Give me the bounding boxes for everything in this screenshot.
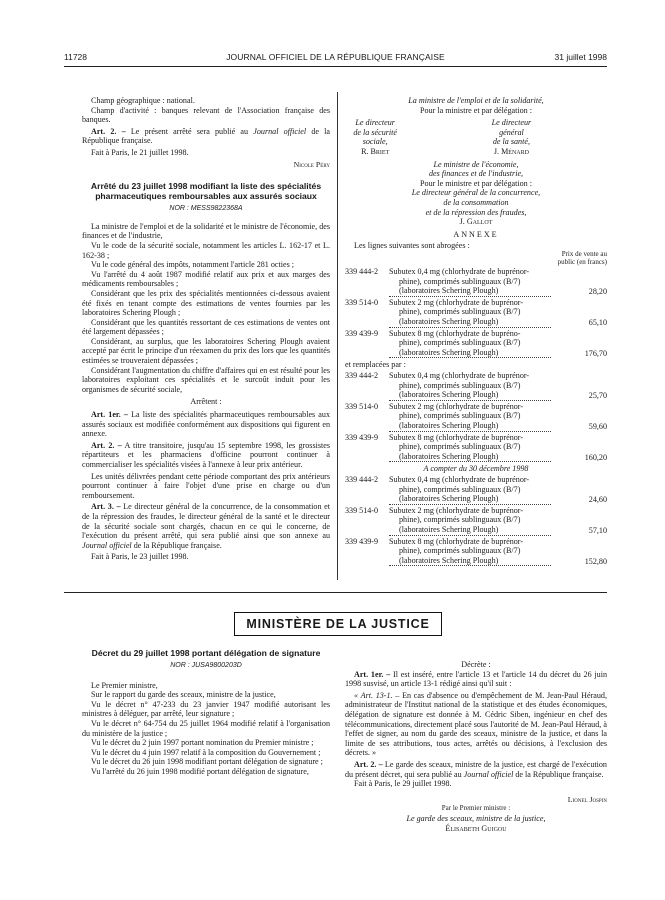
decree-title: Décret du 29 juillet 1998 portant délégation de signature	[91, 648, 321, 658]
product-line: Subutex 8 mg (chlorhydrate de buprénor-	[389, 536, 524, 546]
compter-heading: A compter du 30 décembre 1998	[423, 464, 529, 474]
product-row	[345, 537, 607, 567]
product-line: phine), comprimés sublinguaux (B/7)	[399, 338, 521, 348]
product-line: phine), comprimés sublinguaux (B/7)	[399, 276, 521, 286]
product-code: 339 439-9	[345, 432, 379, 442]
product-description	[389, 371, 555, 401]
product-description	[389, 433, 555, 463]
product-row	[345, 506, 607, 536]
product-line: (laboratoires Schering Plough)	[389, 494, 551, 505]
product-price: 65,10	[588, 318, 607, 328]
signatory-line: et de la répression des fraudes,	[425, 207, 527, 217]
product-price: 160,20	[584, 452, 607, 462]
product-code: 339 444-2	[345, 474, 379, 484]
product-line: Subutex 0,4 mg (chlorhydrate de buprénor-	[389, 371, 530, 381]
paragraph: Le Premier ministre,	[91, 680, 158, 690]
paragraph: Vu le code général des impôts, notamment l'article 281 octies ;	[91, 260, 295, 270]
paragraph: Considérant que les quantités ressortant de ces estimations de ventes ont été largement dépassées ;	[82, 317, 330, 337]
signatory-line: Le ministre de l'économie,	[433, 159, 519, 169]
paragraph: Vu le décret n° 64-754 du 25 juillet 1964 modifié relatif à l'organisation du ministère de la justice ;	[82, 718, 330, 738]
arretent: Arrêtent :	[190, 397, 222, 407]
page-number: 11728	[64, 52, 88, 62]
product-price: 59,60	[588, 422, 607, 431]
product-row	[345, 298, 607, 328]
product-row	[345, 433, 607, 463]
article-13-1: « Art. 13-1. – En cas d'absence ou d'empêchement de M. Jean-Paul Héraud, administrateur de l'Institut national de la statistique et des études économiques, délégation de signature est donnée à M. Cédric Siben, ingénieur en chef des télécommunications, directement placé sous l'autorité de M. Jean-Paul Héraud, à l'effet de signer, au nom du garde des sceaux, ministre de la justice, et dans la limite de ses attributions, tous actes, arrêtés ou décisions, à l'exclusion des décrets. »	[345, 690, 607, 758]
signatory-line: Par le Premier ministre :	[441, 804, 511, 813]
product-line: Subutex 8 mg (chlorhydrate de buprénor-	[389, 432, 524, 442]
product-line: (laboratoires Schering Plough)	[389, 556, 551, 567]
product-line: Subutex 0,4 mg (chlorhydrate de buprénor-	[389, 474, 530, 484]
nor-reference: NOR : JUSA9800203D	[170, 662, 242, 669]
ministry-heading: MINISTÈRE DE LA JUSTICE	[234, 612, 442, 636]
product-line: phine), comprimés sublinguaux (B/7)	[399, 546, 521, 556]
product-line: Subutex 2 mg (chlorhydrate de buprénor-	[389, 505, 524, 515]
product-code: 339 439-9	[345, 536, 379, 546]
product-line: Subutex 2 mg (chlorhydrate de buprénor-	[389, 297, 524, 307]
product-line: (laboratoires Schering Plough)	[389, 348, 551, 359]
product-description	[389, 537, 555, 567]
paragraph: Considérant que les prix des spécialités mentionnées ci-dessous avaient été fixés en tenant compte des estimations de ventes fournies par les laboratoires Schering Plough ;	[82, 288, 330, 318]
product-line: (laboratoires Schering Plough)	[389, 452, 551, 463]
journal-title: JOURNAL OFFICIEL DE LA RÉPUBLIQUE FRANÇAISE	[226, 52, 445, 62]
article-2b: Art. 2. – A titre transitoire, jusqu'au 15 septembre 1998, les grossistes répartiteurs et les pharmaciens d'officine pourront continuer à commercialiser les spécialités visées à l'annexe à leur prix antérieur.	[82, 440, 330, 469]
paragraph: Vu le décret du 4 juin 1997 relatif à la composition du Gouvernement ;	[91, 747, 321, 757]
product-line: Subutex 0,4 mg (chlorhydrate de buprénor-	[389, 267, 530, 277]
signature: J. Gallot	[459, 217, 493, 227]
signatory-line: La ministre de l'emploi et de la solidarité,	[408, 96, 544, 105]
left-column	[82, 96, 330, 562]
product-price: 176,70	[584, 348, 607, 358]
article-3: Art. 3. – Le directeur général de la concurrence, de la consommation et de la répression des fraudes, le directeur général de la santé et le directeur de la sécurité sociale sont chargés, chacun en ce qui le concerne, de l'exécution du présent arrêté, qui sera publié ainsi que son annexe au Journal officiel de la République française.	[82, 502, 330, 550]
product-line: (laboratoires Schering Plough)	[389, 421, 551, 432]
paragraph: Les lignes suivantes sont abrogées :	[354, 241, 470, 251]
signatory-line: de la santé,	[492, 137, 530, 147]
product-row	[345, 475, 607, 505]
paragraph: Champ d'activité : banques relevant de l'Association française des banques.	[82, 105, 330, 125]
product-price: 57,10	[588, 525, 607, 535]
paragraph: Vu le décret n° 47-233 du 23 janvier 1947 modifié autorisant les ministres à déléguer, par arrêté, leur signature ;	[82, 699, 330, 719]
paragraph: La ministre de l'emploi et de la solidarité et le ministre de l'économie, des finances et de l'industrie,	[82, 221, 330, 241]
decrete: Décrète :	[461, 660, 491, 669]
product-description	[389, 475, 555, 505]
paragraph: Vu le décret du 26 juin 1998 modifiant portant délégation de signature ;	[91, 757, 323, 767]
product-row	[345, 371, 607, 401]
product-line: (laboratoires Schering Plough)	[389, 317, 551, 328]
arrete-title: Arrêté du 23 juillet 1998 modifiant la liste des spécialités pharmaceutiques remboursables aux assurés sociaux	[90, 181, 322, 202]
product-price: 24,60	[588, 495, 607, 505]
annexe-group-abrogees	[345, 267, 607, 358]
product-price: 152,80	[584, 556, 607, 566]
paragraph: Champ géographique : national.	[91, 96, 195, 105]
product-description	[389, 506, 555, 536]
product-line: (laboratoires Schering Plough)	[389, 286, 551, 297]
decree-left-column	[82, 648, 330, 777]
signatory-line: Le garde des sceaux, ministre de la justice,	[406, 813, 546, 823]
product-description	[389, 329, 555, 359]
annexe-group-remplacees	[345, 371, 607, 462]
section-rule	[64, 592, 607, 593]
product-line: phine), comprimés sublinguaux (B/7)	[399, 442, 521, 452]
page-header	[64, 50, 607, 66]
paragraph: Considérant l'augmentation du chiffre d'affaires qui en est résulté pour les laboratoires exploitant ces spécialités et le surcoût induit pour les organismes de sécurité sociale,	[82, 365, 330, 394]
product-line: phine), comprimés sublinguaux (B/7)	[399, 307, 521, 317]
product-description	[389, 267, 555, 297]
product-code: 339 514-0	[345, 505, 379, 515]
product-code: 339 514-0	[345, 401, 379, 411]
fait-a-paris: Fait à Paris, le 29 juillet 1998.	[354, 779, 452, 789]
product-code: 339 444-2	[345, 267, 379, 277]
signatory-line: Pour le ministre et par délégation :	[420, 178, 532, 188]
signature: R. Briet	[361, 146, 390, 156]
fait-a-paris: Fait à Paris, le 21 juillet 1998.	[91, 147, 189, 157]
article-1: Art. 1er. – La liste des spécialités pharmaceutiques remboursables aux assurés sociaux est modifiée conformément aux dispositions qui figurent en annexe.	[82, 410, 330, 439]
right-column	[345, 96, 607, 566]
signature: Nicole Péry	[293, 159, 330, 169]
product-row	[345, 329, 607, 359]
product-code: 339 514-0	[345, 297, 379, 307]
paragraph: Les unités délivrées pendant cette période comportant des prix antérieurs pourront continuer à faire l'objet d'une prise en charge ou d'un remboursement.	[82, 471, 330, 500]
product-code: 339 439-9	[345, 328, 379, 338]
price-header-row	[345, 251, 607, 266]
signatory-line: Pour la ministre et par délégation :	[420, 105, 532, 115]
header-rule	[64, 66, 607, 67]
product-line: (laboratoires Schering Plough)	[389, 525, 551, 536]
product-line: (laboratoires Schering Plough)	[389, 390, 551, 401]
paragraph: et remplacées par :	[345, 360, 406, 370]
paragraph: Vu l'arrêté du 26 juin 1998 modifié portant délégation de signature,	[91, 766, 309, 776]
paragraph: Vu le code de la sécurité sociale, notamment les articles L. 162-17 et L. 162-38 ;	[82, 240, 330, 260]
product-row	[345, 267, 607, 297]
article-1: Art. 1er. – Il est inséré, entre l'article 13 et l'article 14 du décret du 26 juin 1998 susvisé, un article 13-1 rédigé ainsi qu'il suit :	[345, 669, 608, 689]
product-price: 28,20	[588, 287, 607, 297]
product-row	[345, 402, 607, 432]
annexe-heading: ANNEXE	[453, 229, 499, 239]
article-2: Art. 2. – Le présent arrêté sera publié au Journal officiel de la République française.	[82, 126, 330, 146]
paragraph: Vu le décret du 2 juin 1997 portant nomination du Premier ministre ;	[91, 738, 314, 748]
fait-a-paris: Fait à Paris, le 23 juillet 1998.	[91, 552, 189, 562]
product-code: 339 444-2	[345, 371, 379, 381]
product-line: phine), comprimés sublinguaux (B/7)	[399, 515, 521, 525]
signatories	[345, 118, 607, 156]
signatory-line: des finances et de l'industrie,	[428, 169, 524, 179]
article-2: Art. 2. – Le garde des sceaux, ministre de la justice, est chargé de l'exécution du présent décret, qui sera publié au Journal officiel de la République française.	[345, 759, 607, 779]
nor-reference: NOR : MESS9822368A	[169, 205, 243, 213]
product-line: Subutex 2 mg (chlorhydrate de buprénor-	[389, 401, 524, 411]
product-line: phine), comprimés sublinguaux (B/7)	[399, 484, 521, 494]
decree-right-column	[345, 660, 607, 833]
signature: J. Ménard	[493, 146, 529, 156]
signature: Lionel Jospin	[567, 794, 607, 804]
product-line: phine), comprimés sublinguaux (B/7)	[399, 411, 521, 421]
product-price: 25,70	[588, 391, 607, 401]
signatory-line: Le directeur général de la concurrence,	[411, 188, 541, 198]
paragraph: Sur le rapport du garde des sceaux, ministre de la justice,	[91, 690, 276, 700]
signatory-line: de la consommation	[443, 197, 509, 207]
issue-date: 31 juillet 1998	[554, 52, 607, 62]
paragraph: Considérant, au surplus, que les laboratoires Schering Plough avaient accepté par écrit le principe d'un réexamen du prix des lors que les quantités estimées se trouveraient dépassées ;	[82, 336, 330, 366]
signatory-line: Le directeur général	[491, 118, 532, 137]
product-description	[389, 298, 555, 328]
product-description	[389, 402, 555, 432]
signatory-line: Le directeur	[355, 118, 395, 128]
annexe-group-decembre	[345, 475, 607, 566]
signatory-line: de la sécurité sociale,	[353, 127, 397, 147]
paragraph: Vu l'arrêté du 4 août 1987 modifié relatif aux prix et aux marges des médicaments remboursables ;	[82, 269, 330, 289]
signature: Élisabeth Guigou	[445, 823, 507, 833]
product-line: Subutex 8 mg (chlorhydrate de bupréno-	[389, 328, 521, 338]
price-column-header: Prix de vente au public (en francs)	[557, 249, 607, 266]
product-line: phine), comprimés sublinguaux (B/7)	[399, 380, 521, 390]
column-divider	[337, 92, 338, 580]
